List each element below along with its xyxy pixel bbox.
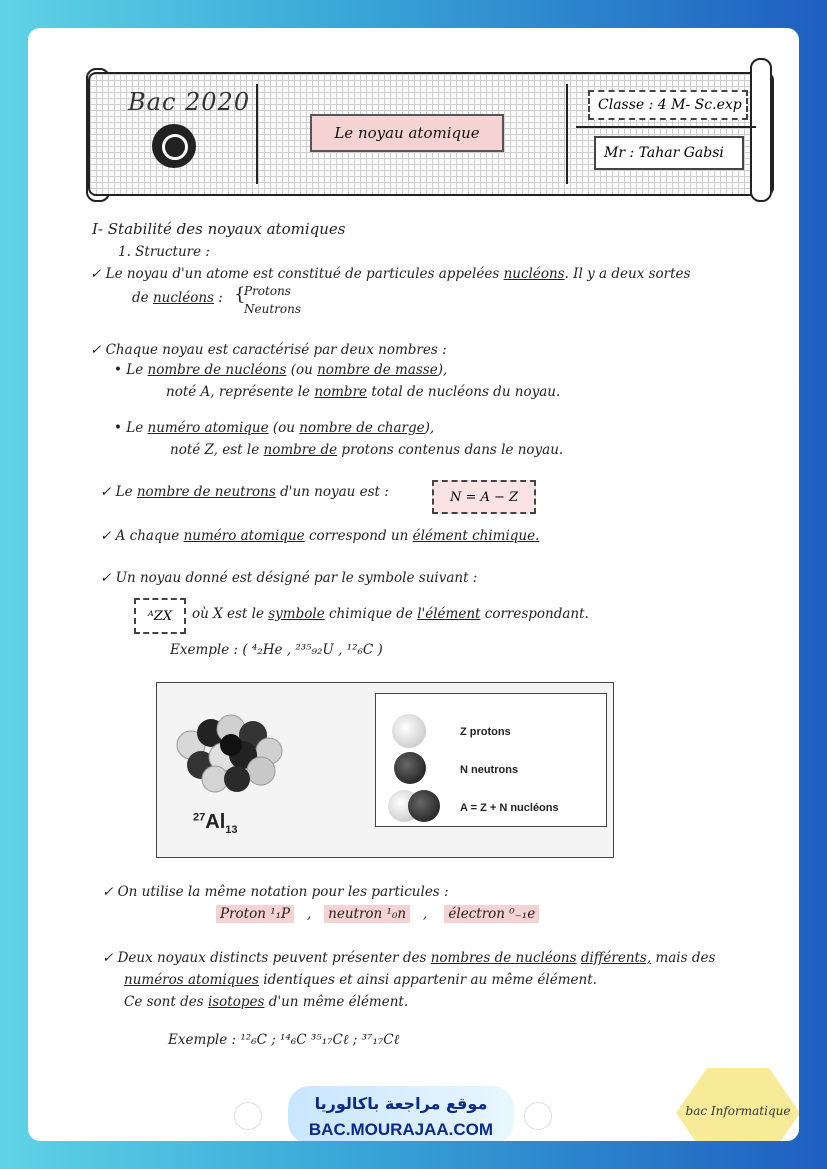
brace-icon: { — [234, 284, 246, 305]
text: (ou — [286, 362, 318, 378]
footer-arabic: موقع مراجعة باكالوريا — [314, 1094, 488, 1113]
text: correspondant. — [480, 606, 589, 622]
text: numéro atomique — [183, 528, 305, 544]
nucleus-figure — [156, 682, 614, 858]
logo-icon — [152, 124, 196, 168]
text: Ce sont des — [124, 994, 208, 1010]
text: élément chimique. — [412, 528, 540, 544]
text: mais des — [651, 950, 716, 966]
text: de — [132, 290, 153, 306]
paragraph-line — [100, 528, 539, 544]
text: nucléons — [152, 290, 214, 306]
text: . Il y a deux sortes — [564, 266, 691, 282]
separator: , — [307, 906, 312, 922]
divider — [576, 126, 756, 128]
text: (ou — [268, 420, 300, 436]
text: protons contenus dans le noyau. — [337, 442, 564, 458]
symbol-box: ᴬZX — [134, 598, 186, 634]
bullet-line — [114, 420, 434, 436]
scroll-curl-right — [750, 58, 772, 202]
text: d'un noyau est : — [275, 484, 389, 500]
text: nombre de masse — [317, 362, 438, 378]
neutrons-label: Neutrons — [244, 302, 301, 316]
text: identiques et ainsi appartenir au même élément. — [258, 972, 597, 988]
mass-number: 27 — [193, 811, 206, 824]
legend-label: N neutrons — [460, 764, 519, 776]
paragraph-line: ✓ On utilise la même notation pour les particules : — [102, 884, 449, 900]
subsection-heading: 1. Structure : — [118, 244, 210, 260]
text: symbole — [268, 606, 325, 622]
page-title: Le noyau atomique — [310, 114, 504, 152]
example-line: Exemple : ( ⁴₂He , ²³⁵₉₂U , ¹²₆C ) — [170, 642, 383, 658]
text: ✓ Le noyau d'un atome est constitué de particules appelées — [90, 266, 504, 282]
text: ✓ Le — [100, 484, 137, 500]
nucleus-illustration — [171, 705, 287, 795]
text: nombre de — [263, 442, 338, 458]
example-line: Exemple : ¹²₆C ; ¹⁴₆C ³⁵₁₇Cℓ ; ³⁷₁₇Cℓ — [168, 1032, 400, 1048]
paragraph-line: ✓ Un noyau donné est désigné par le symbole suivant : — [100, 570, 478, 586]
section-heading: I- Stabilité des noyaux atomiques — [92, 220, 346, 238]
divider — [256, 84, 258, 184]
text: différents, — [580, 950, 652, 966]
text: correspond un — [304, 528, 413, 544]
text: nombre — [314, 384, 368, 400]
teacher-label: Mr : Tahar Gabsi — [594, 136, 744, 170]
separator: , — [422, 906, 428, 922]
text: numéros atomiques — [124, 972, 259, 988]
bac-label: Bac 2020 — [128, 88, 251, 116]
paragraph-line: ✓ Chaque noyau est caractérisé par deux nombres : — [90, 342, 447, 358]
figure-legend — [375, 693, 607, 827]
atomic-number: 13 — [225, 824, 238, 836]
neutron-ball-icon — [408, 790, 440, 822]
text: noté Z, est le — [170, 442, 264, 458]
text: nombre de nucléons — [147, 362, 287, 378]
electron-notation: électron ⁰₋₁e — [444, 905, 539, 923]
text: l'élément — [417, 606, 481, 622]
site-logo-icon — [524, 1102, 552, 1130]
text: • Le — [114, 420, 148, 436]
text: nombre de charge — [299, 420, 425, 436]
aluminium-label — [193, 811, 238, 836]
divider — [566, 84, 568, 184]
paragraph-line — [192, 606, 589, 622]
bullet-line — [166, 384, 560, 400]
particle-line — [216, 906, 539, 922]
text: ✓ A chaque — [100, 528, 184, 544]
legend-label: A = Z + N nucléons — [460, 802, 559, 814]
text: nucléons — [503, 266, 565, 282]
neutron-notation: neutron ¹₀n — [324, 905, 410, 923]
protons-label: Protons — [244, 284, 291, 298]
text: nombres de nucléons — [430, 950, 577, 966]
bullet-line — [170, 442, 563, 458]
text: ), — [437, 362, 448, 378]
paragraph-line — [90, 266, 690, 282]
badge-text: bac Informatique — [685, 1104, 791, 1118]
footer-link[interactable]: BAC.MOURAJAA.COM — [308, 1120, 494, 1139]
formula-box: N = A − Z — [432, 480, 536, 514]
text: isotopes — [207, 994, 265, 1010]
proton-ball-icon — [392, 714, 426, 748]
text: où X est le — [192, 606, 269, 622]
text: total de nucléons du noyau. — [367, 384, 561, 400]
text: noté A, représente le — [166, 384, 315, 400]
legend-label: Z protons — [460, 726, 511, 738]
text: numéro atomique — [147, 420, 269, 436]
neutron-ball-icon — [394, 752, 426, 784]
text: : — [213, 290, 223, 306]
text: • Le — [114, 362, 148, 378]
element-symbol: Al — [205, 811, 226, 833]
class-label: Classe : 4 M- Sc.exp — [588, 90, 748, 120]
text: nombre de neutrons — [136, 484, 276, 500]
paragraph-line — [124, 972, 597, 988]
text: chimique de — [324, 606, 418, 622]
paragraph-line — [100, 484, 389, 500]
paragraph-line — [132, 290, 223, 306]
text: d'un même élément. — [264, 994, 409, 1010]
paragraph-line — [102, 950, 715, 966]
text: ✓ Deux noyaux distincts peuvent présenter des — [102, 950, 431, 966]
text: ), — [424, 420, 435, 436]
paragraph-line — [124, 994, 408, 1010]
site-logo-icon — [234, 1102, 262, 1130]
proton-notation: Proton ¹₁P — [216, 905, 294, 923]
document-page — [28, 28, 799, 1141]
bullet-line — [114, 362, 447, 378]
